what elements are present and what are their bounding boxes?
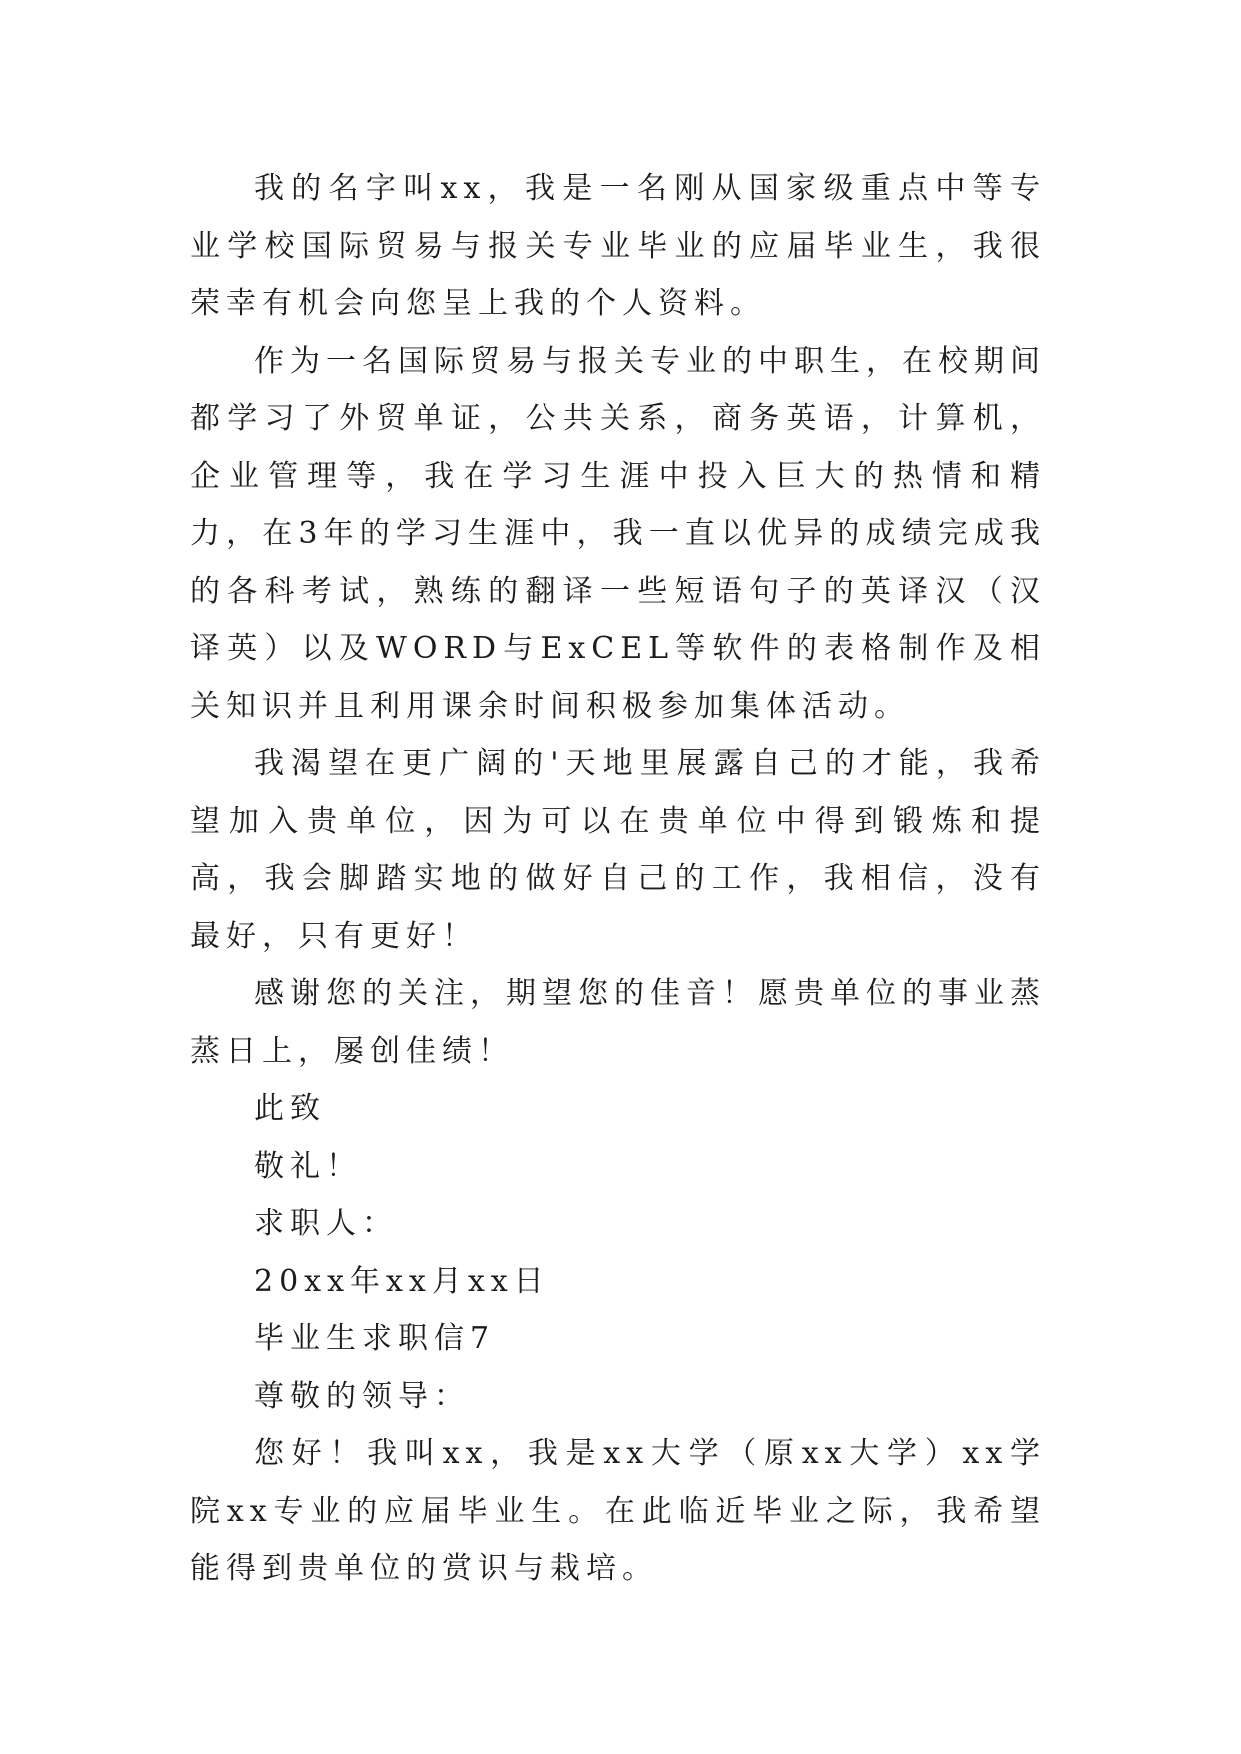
paragraph-aspiration: 我渴望在更广阔的'天地里展露自己的才能，我希望加入贵单位，因为可以在贵单位中得到锻炼和提高，我会脚踏实地的做好自己的工作，我相信，没有最好，只有更好！ [190, 746, 1046, 954]
closing-salutation: 此致 [254, 1091, 326, 1126]
letter-body [190, 160, 1046, 1598]
paragraph-thanks: 感谢您的关注，期望您的佳音！愿贵单位的事业蒸蒸日上，屡创佳绩！ [190, 976, 1046, 1069]
paragraph-self-introduction: 您好！我叫xx，我是xx大学（原xx大学）xx学院xx专业的应届毕业生。在此临近毕业之际，我希望能得到贵单位的赏识与栽培。 [190, 1436, 1046, 1586]
paragraph-studies: 作为一名国际贸易与报关专业的中职生，在校期间都学习了外贸单证，公共关系，商务英语，计算机，企业管理等，我在学习生涯中投入巨大的热情和精力，在3年的学习生涯中，我一直以优异的成绩完成我的各科考试，熟练的翻译一些短语句子的英译汉（汉译英）以及WORD与ExCEL等软件的表格制作及相关知识并且利用课余时间积极参加集体活动。 [190, 343, 1046, 724]
closing-regards: 敬礼！ [254, 1148, 362, 1184]
applicant-signature: 求职人： [254, 1206, 398, 1241]
greeting: 尊敬的领导： [254, 1378, 470, 1414]
section-heading: 毕业生求职信7 [254, 1321, 496, 1356]
paragraph-introduction: 我的名字叫xx，我是一名刚从国家级重点中等专业学校国际贸易与报关专业毕业的应届毕业生，我很荣幸有机会向您呈上我的个人资料。 [190, 171, 1046, 321]
letter-date: 20xx年xx月xx日 [254, 1263, 550, 1299]
